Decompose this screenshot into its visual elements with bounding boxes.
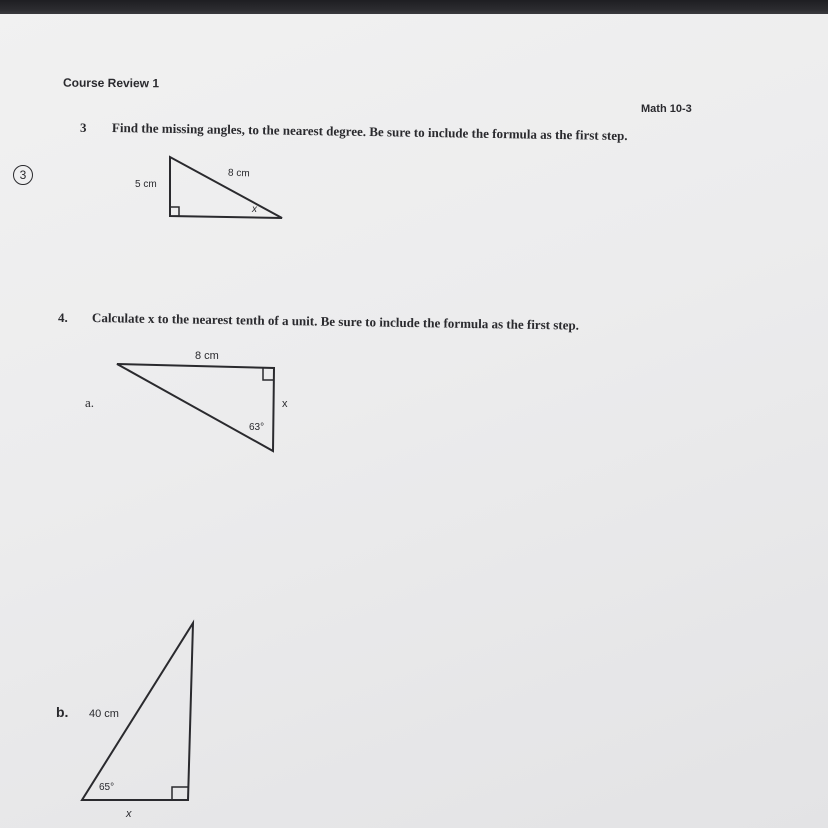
q3-side-label: 5 cm [135,179,157,190]
question-3-prompt: Find the missing angles, to the nearest degree. Be sure to include the formula as the first step. [111,120,628,144]
q4b-base-label: x [126,808,132,820]
question-3-number: 3 [80,120,87,135]
q4b-angle-label: 65° [99,782,115,793]
q3-hypotenuse-label: 8 cm [227,167,250,180]
circled-question-marker: 3 [13,165,33,185]
q4a-top-side-label: 8 cm [195,350,219,362]
question-4a-triangle [117,364,274,451]
question-4-number: 4. [58,310,68,325]
question-3-triangle [170,157,282,218]
q4a-angle-label: 63° [249,422,265,433]
q3-angle-label: x [252,204,257,215]
q4a-side-label: x [282,398,288,410]
part-b-label: b. [56,704,69,720]
course-title: Course Review 1 [62,75,160,91]
question-4-prompt: Calculate x to the nearest tenth of a unit. Be sure to include the formula as the first step. [91,310,580,333]
q4b-hypotenuse-label: 40 cm [89,708,119,720]
part-a-label: a. [85,395,95,410]
class-name: Math 10-3 [641,103,692,115]
